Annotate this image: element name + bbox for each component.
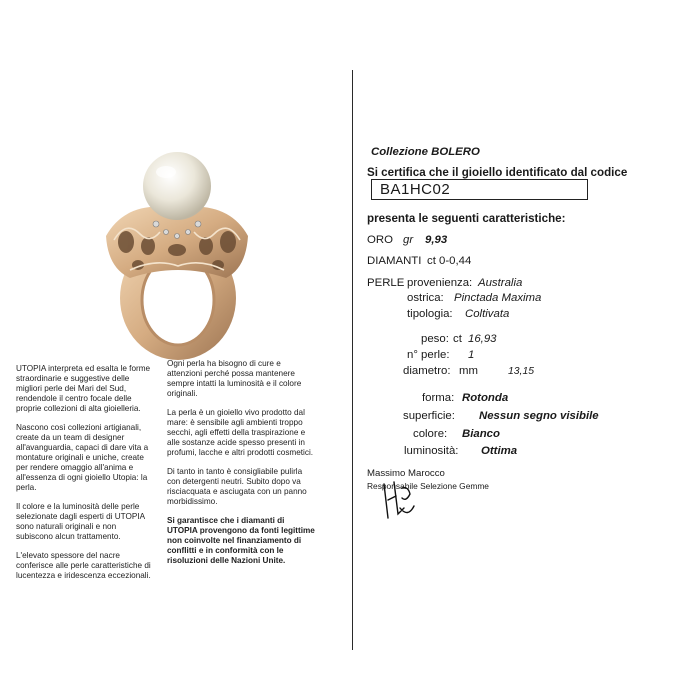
diametro-label: diametro:	[403, 365, 451, 377]
ring-image	[96, 150, 256, 365]
signature-image	[380, 478, 416, 522]
diamond-guarantee: Si garantisce che i diamanti di UTOPIA provengono da fonti legittime non coinvolte nel finanziamento di conflitti e in conformità con le risoluzioni delle Nazioni Unite.	[167, 516, 315, 565]
forma-label: forma:	[422, 392, 455, 404]
peso-label: peso:	[421, 333, 449, 345]
description-paragraph: Nascono così collezioni artigianali, create da un team di designer all'avanguardia, capaci di dare vita a montature originali e uniche, create per rendere omaggio all'anima e all'essenza di ogni gioiello Utopia: la perla.	[16, 423, 149, 492]
signer-role: Responsabile Selezione Gemme	[367, 481, 489, 491]
peso-unit: ct	[453, 333, 462, 345]
care-paragraph: Di tanto in tanto è consigliabile pulirla con detergenti neutri. Subito dopo va risciacquata e asciugata con un panno morbidissimo.	[167, 467, 307, 506]
oro-label: ORO	[367, 234, 393, 246]
diametro-unit: mm	[459, 365, 478, 377]
n-perle-label: n° perle:	[407, 349, 450, 361]
provenienza-label: provenienza:	[407, 277, 473, 289]
superficie-label: superficie:	[403, 410, 455, 422]
n-perle-value: 1	[468, 349, 475, 361]
luminosita-label: luminosità:	[404, 445, 459, 457]
description-paragraph: L'elevato spessore del nacre conferisce alle perle caratteristiche di lucentezza e iridescenza eccezionali.	[16, 551, 151, 580]
ostrica-label: ostrica:	[407, 292, 444, 304]
description-paragraph: UTOPIA interpreta ed esalta le forme straordinarie e suggestive delle migliori perle dei Mari del Sud, rendendole il centro focale delle proprie collezioni di alta gioielleria.	[16, 364, 151, 413]
tipologia-value: Coltivata	[465, 308, 510, 320]
ostrica-value: Pinctada Maxima	[454, 292, 542, 304]
forma-value: Rotonda	[462, 392, 509, 404]
signer-name: Massimo Marocco	[367, 468, 445, 479]
colore-label: colore:	[413, 428, 448, 440]
characteristics-heading: presenta le seguenti caratteristiche:	[367, 212, 566, 225]
luminosita-value: Ottima	[481, 445, 518, 457]
diamanti-value: ct 0-0,44	[427, 255, 472, 267]
care-instructions-column	[167, 359, 317, 575]
diamanti-label: DIAMANTI	[367, 255, 422, 267]
certification-statement: Si certifica che il gioiello identificato dal codice	[367, 166, 628, 179]
product-code-box: BA1HC02	[371, 179, 588, 200]
brand-description-column	[16, 364, 154, 590]
page-divider	[352, 70, 353, 650]
care-paragraph: Ogni perla ha bisogno di cure e attenzioni perché possa mantenere sempre intatti la luminosità e il colore originali.	[167, 359, 302, 398]
perle-label: PERLE	[367, 277, 405, 289]
superficie-value: Nessun segno visibile	[479, 410, 599, 422]
oro-unit: gr	[403, 234, 414, 246]
tipologia-label: tipologia:	[407, 308, 453, 320]
diametro-value: 13,15	[508, 366, 535, 377]
oro-value: 9,93	[425, 234, 448, 246]
care-paragraph: La perla è un gioiello vivo prodotto dal mare: è sensibile agli ambienti troppo secchi, agli effetti della traspirazione e alle sostanze acide spesso presenti in profumi, lacche e altri prodotti cosmetici.	[167, 408, 314, 457]
collection-title: Collezione BOLERO	[371, 146, 480, 158]
provenienza-value: Australia	[478, 277, 523, 289]
colore-value: Bianco	[462, 428, 500, 440]
peso-value: 16,93	[468, 333, 497, 345]
description-paragraph: Il colore e la luminosità delle perle selezionate dagli esperti di UTOPIA sono naturali originali e non subiscono alcun trattamento.	[16, 502, 145, 541]
